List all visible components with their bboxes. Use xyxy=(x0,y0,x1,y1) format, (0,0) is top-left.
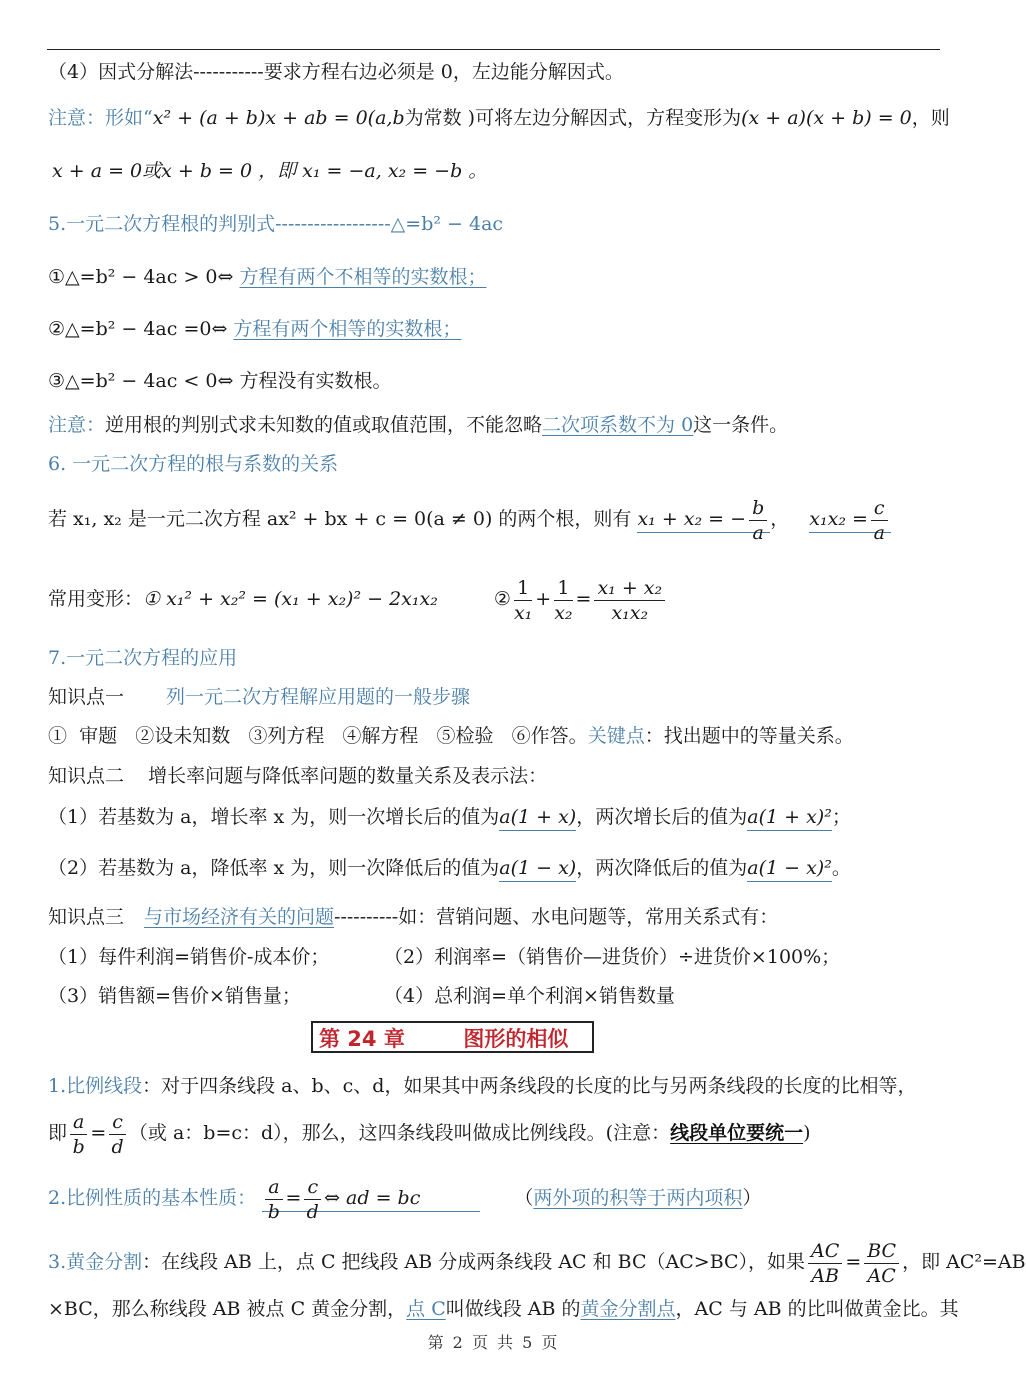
frac-num: b xyxy=(749,496,767,521)
vieta-line: 若 x₁, x₂ 是一元二次方程 ax² + bx + c = 0(a ≠ 0) 的两个根，则有 x₁ + x₂ = − $\frac{b}{a}$ ， x₁x₂ = $\frac{c}{a}$ xyxy=(48,494,891,545)
vieta-prod-lhs: x₁x₂ = xyxy=(809,508,868,530)
p2-note: 两外项的积等于两内项积 xyxy=(533,1187,743,1209)
frac-den: b xyxy=(267,1200,280,1223)
vieta-sum-lhs: x₁ + x₂ = − xyxy=(637,508,747,530)
case-2-answer: 方程有两个相等的实数根； xyxy=(233,318,462,340)
frac-den: x₁x₂ xyxy=(611,601,649,624)
decline-premise: （2）若基数为 a，降低率 x 为，则一次降低后的值为 xyxy=(48,857,500,879)
frac-num: x₁ + x₂ xyxy=(594,576,665,601)
frac-den: a xyxy=(752,521,764,544)
decline-mid: ，两次降低后的值为 xyxy=(576,857,748,879)
k1-label: 知识点一 xyxy=(48,686,125,708)
p1b-prefix: 即 xyxy=(48,1122,68,1144)
frac-den: AB xyxy=(811,1264,840,1287)
page-footer: 第 2 页 共 5 页 xyxy=(427,1333,560,1352)
golden-section: 3.黄金分割：在线段 AB 上，点 C 把线段 AB 分成两条线段 AC 和 BC（AC>BC），如果 $\frac{AC}{AB}$ = $\frac{BC}{AC}$ ，即 AC²=AB xyxy=(48,1239,1026,1287)
note-label: 注意： xyxy=(48,107,106,129)
formula-general: x² + (a + b)x + ab = 0(a,b xyxy=(152,107,405,129)
common-formula-2-index: ② xyxy=(493,588,511,610)
p2-equivalence: ⇔ ad = bc xyxy=(324,1187,421,1209)
decline-end: 。 xyxy=(831,857,851,879)
frac-num: 1 xyxy=(514,576,532,601)
k3-title: 与市场经济有关的问题 xyxy=(144,906,335,928)
unit-note: 线段单位要统一 xyxy=(670,1122,804,1144)
proportion-property xyxy=(48,1170,761,1226)
frac-1-over-x1 xyxy=(514,576,532,625)
common-label: 常用变形： xyxy=(48,588,144,610)
knowledge-3 xyxy=(48,904,778,930)
frac-num: a xyxy=(70,1110,87,1135)
case-1-answer: 方程有两个不相等的实数根； xyxy=(239,266,487,288)
k3-rest: ----------如：营销问题、水电问题等，常用关系式有： xyxy=(334,906,779,928)
knowledge-1 xyxy=(48,684,470,710)
point-c: 点 C xyxy=(406,1298,446,1320)
frac-den: d xyxy=(306,1200,319,1223)
factor-method-line: （4）因式分解法-----------要求方程右边必须是 0，左边能分解因式。 xyxy=(48,61,624,83)
p2-formula: $\frac{a}{b}$ = $\frac{c}{d}$ ⇔ ad = bc xyxy=(262,1187,480,1212)
market-formula-3: （3）销售额=售价×销售量； xyxy=(48,985,301,1007)
frac-1-over-x2 xyxy=(554,576,572,625)
k3-label: 知识点三 xyxy=(48,906,125,928)
section-7-title: 7.一元二次方程的应用 xyxy=(48,647,238,669)
discriminant-case-1 xyxy=(48,264,486,290)
proportional-segments xyxy=(48,1073,916,1099)
formula-factored: (x + a)(x + b) = 0 xyxy=(741,107,912,129)
market-formula-2: （2）利润率=（销售价—进货价）÷进货价×100%； xyxy=(384,946,841,968)
note-discriminant xyxy=(48,412,788,438)
p1-text: ：对于四条线段 a、b、c、d，如果其中两条线段的长度的比与另两条线段的长度的比相等， xyxy=(142,1075,917,1097)
frac-sum-over-product xyxy=(594,576,665,625)
frac-num: c xyxy=(109,1110,126,1135)
p1-label: 1.比例线段 xyxy=(48,1075,143,1097)
vieta-prod-frac xyxy=(871,496,888,545)
decline-line xyxy=(48,855,851,881)
frac-num: a xyxy=(265,1175,282,1200)
vieta-product xyxy=(809,496,890,544)
note-2-text: 逆用根的判别式求未知数的值或取值范围，不能忽略 xyxy=(105,414,543,436)
vieta-sum xyxy=(637,496,770,544)
growth-once: a(1 + x) xyxy=(499,806,576,831)
p3b-end: ，AC 与 AB 的比叫做黄金比。其 xyxy=(675,1298,959,1320)
frac-c-d xyxy=(109,1110,126,1159)
p1b-end: ) xyxy=(803,1122,811,1144)
factor-result: x + a = 0或x + b = 0 ，即 x₁ = −a, x₂ = −b 。 xyxy=(52,160,488,182)
frac-den: d xyxy=(111,1135,124,1158)
frac-num: AC xyxy=(808,1239,842,1264)
steps-text: ① 审题 ②设未知数 ③列方程 ④解方程 ⑤检验 ⑥作答。 xyxy=(48,725,588,747)
p2-note-open: （ xyxy=(514,1187,534,1209)
discriminant-case-3: ③△=b² − 4ac < 0⇔ 方程没有实数根。 xyxy=(48,370,392,392)
p3-text: ：在线段 AB 上，点 C 把线段 AB 分成两条线段 AC 和 BC（AC>BC），如果 xyxy=(142,1251,806,1273)
frac-num: 1 xyxy=(554,576,572,601)
p3b-mid: 叫做线段 AB 的 xyxy=(445,1298,581,1320)
case-2-condition: ②△=b² − 4ac =0⇔ xyxy=(48,318,228,340)
proportion-example: 即 $\frac{a}{b}$ = $\frac{c}{d}$ （或 a：b=c：d），那么，这四条线段叫做成比例线段。(注意：线段单位要统一) xyxy=(48,1110,811,1158)
chapter-heading: 第 24 章 图形的相似 xyxy=(311,1021,594,1053)
note-2-end: 这一条件。 xyxy=(693,414,789,436)
key-point-label: 关键点 xyxy=(587,725,645,747)
p1b-text: （或 a：b=c：d），那么，这四条线段叫做成比例线段。(注意： xyxy=(128,1122,671,1144)
p3b-prefix: ×BC，那么称线段 AB 被点 C 黄金分割， xyxy=(48,1298,407,1320)
frac-den: b xyxy=(72,1135,85,1158)
growth-premise: （1）若基数为 a，增长率 x 为，则一次增长后的值为 xyxy=(48,806,500,828)
decline-once: a(1 − x) xyxy=(499,857,576,882)
k1-title: 列一元二次方程解应用题的一般步骤 xyxy=(166,686,471,708)
p3-tail: ，即 AC²=AB xyxy=(902,1251,1026,1273)
frac-num: c xyxy=(871,496,888,521)
note-2-underline: 二次项系数不为 0 xyxy=(542,414,694,436)
formula-const: 为常数 ) xyxy=(404,107,476,129)
vieta-premise: 若 x₁, x₂ 是一元二次方程 ax² + bx + c = 0(a ≠ 0) 的两个根，则有 xyxy=(48,508,632,530)
note-label-2: 注意： xyxy=(48,414,106,436)
note-factor xyxy=(48,105,950,131)
frac-num: BC xyxy=(864,1239,899,1264)
note-text-c: ，则 xyxy=(911,107,950,129)
section-6-title: 6. 一元二次方程的根与系数的关系 xyxy=(48,453,339,475)
frac-ac-ab xyxy=(808,1239,842,1288)
growth-end: ； xyxy=(831,806,851,828)
p3-label: 3.黄金分割 xyxy=(48,1251,143,1273)
decline-twice: a(1 − x)² xyxy=(747,857,832,882)
frac-den: a xyxy=(873,521,885,544)
common-transform-line: 常用变形：① x₁² + x₂² = (x₁ + x₂)² − 2x₁x₂ ② $\frac{1}{\text{x₁}}$ + $\frac{1}{\text{x₂}}$ = $\frac{\text{x₁ + x₂}}{\text{x₁x₂}}$ xyxy=(48,572,668,626)
golden-point: 黄金分割点 xyxy=(580,1298,676,1320)
market-formula-1: （1）每件利润=销售价-成本价； xyxy=(48,946,330,968)
vieta-sum-frac xyxy=(749,496,767,545)
common-formula-1: ① x₁² + x₂² = (x₁ + x₂)² − 2x₁x₂ xyxy=(143,588,438,610)
case-1-condition: ①△=b² − 4ac > 0⇔ xyxy=(48,266,234,288)
growth-twice: a(1 + x)² xyxy=(747,806,832,831)
frac-den: AC xyxy=(867,1264,896,1287)
market-formula-4: （4）总利润=单个利润×销售数量 xyxy=(384,985,675,1007)
frac-den: x₁ xyxy=(513,601,533,624)
p2-note-close: ） xyxy=(742,1187,762,1209)
knowledge-2: 知识点二 增长率问题与降低率问题的数量关系及表示法： xyxy=(48,765,548,787)
frac-bc-ac xyxy=(864,1239,899,1288)
top-rule xyxy=(47,49,940,50)
frac-a-b xyxy=(265,1175,282,1224)
solution-steps xyxy=(48,723,854,749)
frac-c-d xyxy=(304,1175,321,1224)
frac-num: c xyxy=(304,1175,321,1200)
growth-line xyxy=(48,804,851,830)
golden-section-cont xyxy=(48,1296,959,1322)
discriminant-case-2 xyxy=(48,316,461,342)
frac-den: x₂ xyxy=(554,601,573,624)
growth-mid: ，两次增长后的值为 xyxy=(576,806,748,828)
section-5-title: 5.一元二次方程根的判别式------------------△=b² − 4ac xyxy=(48,213,504,235)
note-text-a: 形如“ xyxy=(105,107,153,129)
p2-label: 2.比例性质的基本性质： xyxy=(48,1187,257,1209)
frac-a-b xyxy=(70,1110,87,1159)
note-text-b: 可将左边分解因式，方程变形为 xyxy=(475,107,742,129)
key-point-text: ：找出题中的等量关系。 xyxy=(644,725,854,747)
